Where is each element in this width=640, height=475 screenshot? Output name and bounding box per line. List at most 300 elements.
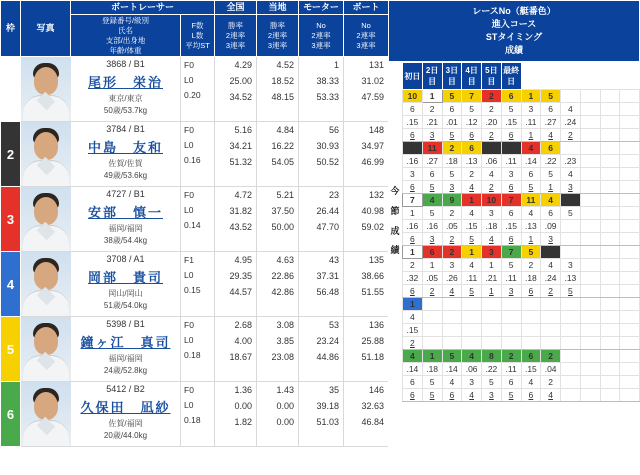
result-cell[interactable]: 5 [442,129,462,142]
st-cell: 2 [462,168,482,181]
boat-number: 136 [368,320,385,331]
table-row[interactable] [1,122,389,187]
f-count: F0 [184,60,194,71]
boat-number: 146 [368,385,385,396]
empty-cell [620,207,640,220]
race-number-cell[interactable]: 4 [462,350,482,363]
race-number-cell[interactable]: 6 [521,350,541,363]
empty-cell [561,142,581,155]
empty-cell [561,363,581,376]
empty-cell [600,376,620,389]
header-boat-no: No [361,21,371,31]
st-cell: 5 [482,376,502,389]
empty-cell [620,298,640,311]
motor-number: 56 [329,125,340,136]
empty-cell [600,129,620,142]
st-cell: .13 [561,272,581,285]
empty-cell [580,272,600,285]
race-number-cell[interactable]: 1 [422,350,442,363]
motor-number: 35 [329,385,340,396]
result-cell[interactable]: 6 [501,129,521,142]
touchi-2rate: 22.86 [271,271,295,281]
zenkoku-win: 5.16 [234,125,253,136]
day-header-1: 初日 [403,63,423,90]
race-number-cell[interactable]: 2 [442,142,462,155]
race-number-cell[interactable]: 5 [541,90,561,103]
race-number-cell[interactable]: 1 [422,90,442,103]
avg-st: 0.14 [184,220,201,230]
race-number-cell[interactable]: 1 [521,90,541,103]
days-results-table [402,62,640,402]
racer-age-weight: 24歳/52.8kg [103,366,148,376]
st-cell: .18 [482,220,502,233]
st-cell: .09 [541,220,561,233]
result-cell[interactable]: 2 [482,129,502,142]
result-cell[interactable]: 2 [482,181,502,194]
race-number-row [403,90,640,103]
empty-cell [580,324,600,337]
race-number-row [403,194,640,207]
course-cell: .18 [422,363,442,376]
touchi-stats [257,317,299,382]
result-cell[interactable]: 2 [403,337,423,350]
result-cell[interactable]: 5 [422,181,442,194]
table-row[interactable] [1,252,389,317]
empty-cell [580,363,600,376]
empty-cell [600,259,620,272]
result-cell[interactable]: 3 [482,389,502,402]
results-header-line-3: STタイミング [485,32,543,43]
touchi-2rate: 16.22 [271,141,295,151]
empty-cell [580,311,600,324]
fl-stats [181,187,215,252]
race-number-row [403,298,640,311]
race-number-cell[interactable]: 1 [462,246,482,259]
result-cell[interactable]: 1 [521,129,541,142]
result-cell[interactable]: 1 [541,181,561,194]
racer-info [71,317,181,382]
racer-branch: 佐賀/福岡 [108,419,143,429]
empty-cell [561,246,581,259]
racer-age-weight: 20歳/44.0kg [103,431,148,441]
registration-number: 5398 / B1 [106,319,145,330]
course-cell: 4 [541,259,561,272]
motor-number: 53 [329,320,340,331]
f-count: F0 [184,385,194,396]
result-cell[interactable]: 2 [541,285,561,298]
result-cell[interactable]: 6 [403,233,423,246]
race-number-cell[interactable]: 4 [541,194,561,207]
avatar [21,57,71,121]
zenkoku-win: 2.68 [234,320,253,331]
result-cell[interactable]: 3 [422,129,442,142]
result-cell[interactable]: 6 [403,389,423,402]
motor-3rate: 50.52 [316,156,340,167]
touchi-3rate: 0.00 [276,416,295,427]
race-number-cell[interactable]: 6 [501,90,521,103]
race-number-cell[interactable]: 4 [422,194,442,207]
st-row [403,116,640,129]
result-cell[interactable]: 5 [462,233,482,246]
empty-cell [541,298,561,311]
result-cell[interactable]: 2 [561,129,581,142]
result-cell[interactable]: 4 [462,181,482,194]
empty-cell [620,233,640,246]
avatar [21,382,71,446]
race-number-cell[interactable]: 1 [561,194,581,207]
avg-st: 0.20 [184,90,201,100]
empty-cell [600,181,620,194]
header-avg-st: 平均ST [185,40,210,50]
racer-photo [21,252,71,317]
result-cell[interactable]: 2 [442,233,462,246]
course-cell: .22 [541,155,561,168]
empty-cell [600,272,620,285]
race-number-cell[interactable]: 8 [482,350,502,363]
touchi-stats [257,382,299,447]
empty-cell [580,259,600,272]
race-number-cell[interactable]: 5 [521,246,541,259]
boat-2rate: 34.97 [361,141,385,151]
result-cell[interactable]: 6 [501,233,521,246]
race-number-cell[interactable]: 1 [462,194,482,207]
racer-age-weight: 49歳/53.6kg [103,171,148,181]
boat-number: 132 [368,190,385,201]
race-number-cell[interactable]: 1 [541,246,561,259]
empty-cell [580,350,600,363]
st-cell: .11 [501,272,521,285]
avatar [21,252,71,316]
header-touchi-2: 2連率 [267,30,288,40]
motor-2rate: 26.44 [316,206,340,216]
motor-number: 23 [329,190,340,201]
course-cell: .18 [442,155,462,168]
course-cell: 5 [501,259,521,272]
course-row [403,363,640,376]
touchi-win: 4.63 [276,255,295,266]
result-cell[interactable]: 3 [561,181,581,194]
empty-cell [580,181,600,194]
course-cell: .15 [521,363,541,376]
empty-cell [482,324,502,337]
zenkoku-stats [215,382,257,447]
empty-cell [561,350,581,363]
boat-stats [344,122,389,187]
touchi-2rate: 3.85 [276,336,295,346]
empty-cell [541,337,561,350]
result-cell[interactable]: 5 [561,285,581,298]
race-number-cell[interactable]: 2 [482,90,502,103]
result-cell[interactable]: 3 [501,285,521,298]
race-number-cell[interactable]: 10 [482,194,502,207]
header-boat-3: 3連率 [356,40,376,50]
header-motor-no: No [316,21,326,31]
empty-cell [521,324,541,337]
course-cell: 4 [403,311,423,324]
course-cell: .04 [541,363,561,376]
result-cell[interactable]: 6 [501,181,521,194]
motor-3rate: 47.70 [316,221,340,232]
empty-cell [422,337,442,350]
result-cell[interactable]: 6 [403,129,423,142]
course-cell: 3 [561,259,581,272]
lane-number: 5 [1,317,21,382]
result-cell[interactable]: 4 [541,129,561,142]
racer-info [71,122,181,187]
touchi-2rate: 0.00 [276,401,295,411]
header-l-count: L数 [191,30,204,40]
st-cell: 5 [442,168,462,181]
racer-photo [21,382,71,447]
racer-photo [21,187,71,252]
result-cell[interactable]: 5 [521,181,541,194]
boat-stats [344,252,389,317]
race-number-cell[interactable]: 11 [422,142,442,155]
empty-cell [580,90,600,103]
touchi-win: 4.84 [276,125,295,136]
result-cell[interactable]: 3 [422,233,442,246]
result-cell[interactable]: 3 [541,233,561,246]
days-body [403,90,640,402]
st-cell: 4 [442,376,462,389]
race-number-cell[interactable]: 11 [521,194,541,207]
header-racer-detail [71,15,181,57]
race-number-cell[interactable]: 1 [403,246,423,259]
result-cell[interactable]: 5 [462,285,482,298]
result-cell[interactable]: 6 [462,129,482,142]
touchi-2rate: 18.52 [271,76,295,86]
l-count: L0 [184,270,194,281]
empty-cell [442,337,462,350]
race-number-cell[interactable]: 3 [482,142,502,155]
side-label-current-meet: 今 節 成 績 [388,62,402,402]
empty-cell [462,324,482,337]
header-touchi-win: 勝率 [270,21,286,31]
st-cell: 2 [541,376,561,389]
st-cell: 6 [422,168,442,181]
course-cell: 6 [501,207,521,220]
empty-cell [620,194,640,207]
lane-number: 3 [1,187,21,252]
result-cell[interactable]: 3 [442,181,462,194]
empty-cell [600,207,620,220]
race-number-cell[interactable]: 10 [403,90,423,103]
result-cell[interactable]: 5 [501,389,521,402]
racer-name-link[interactable]: 尾形 栄治 [87,74,163,90]
race-number-cell[interactable]: 2 [442,246,462,259]
empty-cell [580,142,600,155]
header-motor-2: 2連率 [311,30,331,40]
empty-cell [620,103,640,116]
st-cell: 6 [501,376,521,389]
header-fl [181,15,215,57]
empty-cell [620,259,640,272]
racer-info [71,57,181,122]
race-number-cell[interactable]: 2 [541,350,561,363]
motor-2rate: 39.18 [316,401,340,411]
course-cell: 4 [462,207,482,220]
result-cell[interactable]: 2 [422,285,442,298]
empty-cell [580,376,600,389]
empty-cell [501,324,521,337]
race-number-cell[interactable]: 6 [541,142,561,155]
course-cell: 5 [561,207,581,220]
race-number-cell[interactable]: 7 [403,194,423,207]
result-row [403,285,640,298]
touchi-win: 1.43 [276,385,295,396]
race-number-cell[interactable]: 9 [442,194,462,207]
race-number-row [403,142,640,155]
result-cell[interactable]: 1 [482,285,502,298]
racer-name-link[interactable]: 久保田 凪紗 [80,399,171,415]
boat-2rate: 32.63 [361,401,385,411]
st-cell: .01 [442,116,462,129]
race-number-cell[interactable]: 8 [501,142,521,155]
avg-st: 0.18 [184,415,201,425]
avatar [21,122,71,186]
zenkoku-3rate: 43.52 [229,221,253,232]
empty-cell [620,168,640,181]
st-cell: .16 [403,220,423,233]
header-zenkoku: 全国 [215,1,257,15]
empty-cell [600,103,620,116]
empty-cell [561,376,581,389]
st-cell: .16 [422,220,442,233]
result-row [403,233,640,246]
race-number-cell[interactable]: 4 [521,142,541,155]
race-number-cell[interactable]: 3 [482,246,502,259]
empty-cell [620,129,640,142]
empty-cell [600,285,620,298]
table-row[interactable] [1,317,389,382]
st-row [403,220,640,233]
results-header-line-2: 進入コース [491,19,537,30]
touchi-win: 4.52 [276,60,295,71]
racer-branch: 福岡/福岡 [108,224,143,234]
course-cell: 3 [521,103,541,116]
st-cell: 4 [561,168,581,181]
result-cell[interactable]: 6 [403,285,423,298]
result-cell[interactable]: 4 [541,389,561,402]
race-number-cell[interactable]: 7 [501,246,521,259]
course-cell: 2 [521,259,541,272]
course-cell: 3 [482,207,502,220]
racer-name-link[interactable]: 中島 友和 [87,139,163,155]
result-cell[interactable]: 4 [442,285,462,298]
header-lane: 枠 [1,1,21,57]
empty-cell [600,194,620,207]
result-cell[interactable]: 5 [422,389,442,402]
course-cell: 2 [422,103,442,116]
zenkoku-2rate: 25.00 [229,76,253,86]
racer-name-link[interactable]: 岡部 貴司 [87,269,163,285]
result-cell[interactable]: 4 [482,233,502,246]
empty-cell [442,311,462,324]
zenkoku-2rate: 34.21 [229,141,253,151]
racer-info [71,252,181,317]
race-number-cell[interactable]: 6 [422,246,442,259]
table-row[interactable] [1,187,389,252]
zenkoku-stats [215,252,257,317]
st-cell: .05 [422,272,442,285]
race-number-cell[interactable]: 1 [403,298,423,311]
empty-cell [580,129,600,142]
racer-age-weight: 38歳/54.4kg [103,236,148,246]
motor-2rate: 37.31 [316,271,340,281]
race-number-cell[interactable]: 7 [462,90,482,103]
race-number-cell[interactable]: 4 [403,350,423,363]
course-row [403,207,640,220]
empty-cell [580,246,600,259]
zenkoku-stats [215,317,257,382]
race-number-cell[interactable]: 2 [501,350,521,363]
course-cell: 6 [541,103,561,116]
result-row [403,337,640,350]
st-cell: .32 [403,272,423,285]
course-cell: 3 [442,259,462,272]
result-cell[interactable]: 1 [521,233,541,246]
result-cell[interactable]: 6 [403,181,423,194]
result-cell[interactable]: 4 [462,389,482,402]
boat-stats [344,317,389,382]
lane-number: 1 [1,57,21,122]
course-cell: 4 [521,207,541,220]
result-cell[interactable]: 6 [521,285,541,298]
zenkoku-win: 4.95 [234,255,253,266]
st-cell: 6 [521,168,541,181]
boat-stats [344,57,389,122]
race-number-cell[interactable]: 4 [403,142,423,155]
result-cell[interactable]: 6 [521,389,541,402]
st-row [403,324,640,337]
st-cell: 6 [403,376,423,389]
table-row[interactable] [1,382,389,447]
fl-stats [181,57,215,122]
avatar [21,187,71,251]
racer-age-weight: 50歳/53.7kg [103,106,148,116]
touchi-3rate: 23.08 [271,351,295,362]
result-cell[interactable]: 6 [442,389,462,402]
motor-2rate: 30.93 [316,141,340,151]
empty-cell [561,220,581,233]
header-racer-line-4: 年齢/体重 [109,45,142,55]
st-cell: 3 [403,168,423,181]
zenkoku-2rate: 0.00 [234,401,253,411]
race-number-cell[interactable]: 5 [442,350,462,363]
empty-cell [600,337,620,350]
l-count: L0 [184,335,194,346]
st-row [403,376,640,389]
day-header-3: 3日目 [442,63,462,90]
course-row [403,103,640,116]
course-cell: .11 [501,363,521,376]
boat-stats [344,187,389,252]
empty-cell [620,272,640,285]
race-number-cell[interactable]: 5 [442,90,462,103]
racer-name-link[interactable]: 安部 慎一 [87,204,163,220]
st-cell: .13 [521,220,541,233]
racer-branch: 東京/東京 [108,94,143,104]
st-cell: .24 [541,272,561,285]
table-row[interactable] [1,57,389,122]
race-number-cell[interactable]: 6 [462,142,482,155]
racer-branch: 岡山/岡山 [108,289,143,299]
racer-name-link[interactable]: 鐘ヶ江 真司 [80,334,171,350]
race-number-cell[interactable]: 7 [501,194,521,207]
motor-2rate: 23.24 [316,336,340,346]
motor-stats [299,122,344,187]
st-cell: .11 [462,272,482,285]
